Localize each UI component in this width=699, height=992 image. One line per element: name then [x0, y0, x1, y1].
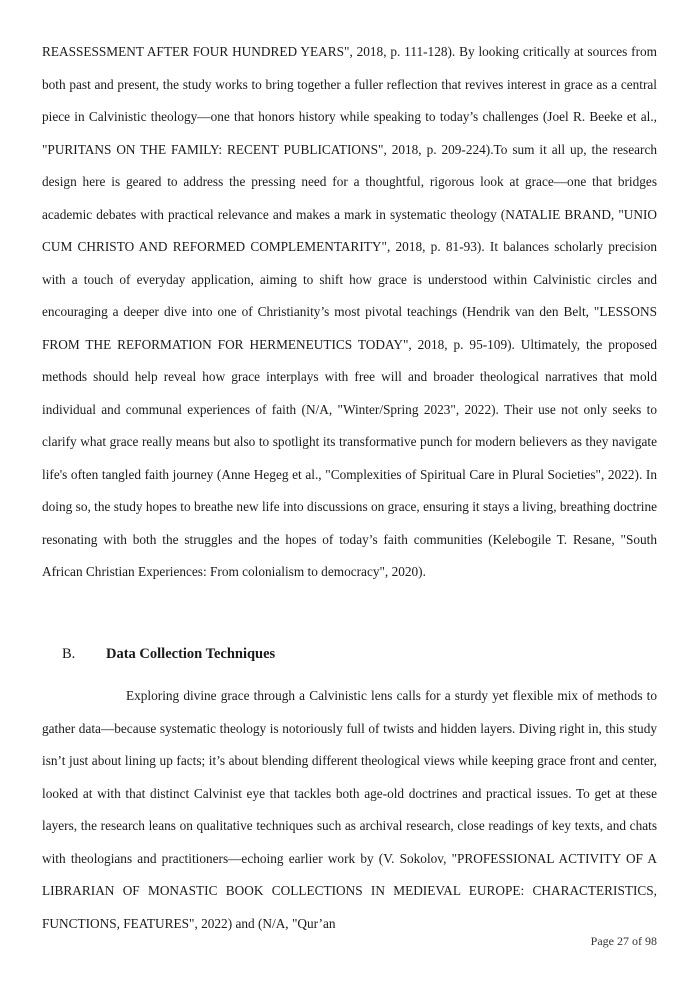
section-heading — [62, 641, 275, 667]
section-number: B. — [62, 646, 76, 662]
body-paragraph-1: REASSESSMENT AFTER FOUR HUNDRED YEARS", 2018, p. 111-128). By looking critically at sources from both past and present, the study works to bring together a fuller reflection that revives interest in grace as a central piece in Calvinistic theology—one that honors history while speaking to today’s challenges (Joel R. Beeke et al., "PURITANS ON THE FAMILY: RECENT PUBLICATIONS", 2018, p. 209-224).To sum it all up, the research design here is geared to address the pressing need for a thoughtful, rigorous look at grace—one that bridges academic debates with practical relevance and makes a mark in systematic theology (NATALIE BRAND, "UNIO CUM CHRISTO AND REFORMED COMPLEMENTARITY", 2018, p. 81-93). It balances scholarly precision with a touch of everyday application, aiming to shift how grace is understood within Calvinistic circles and encouraging a deeper dive into one of Christianity’s most pivotal teachings (Hendrik van den Belt, "LESSONS FROM THE REFORMATION FOR HERMENEUTICS TODAY", 2018, p. 95-109). Ultimately, the proposed methods should help reveal how grace interplays with free will and broader theological narratives that mold individual and communal experiences of faith (N/A, "Winter/Spring 2023", 2022). Their use not only seeks to clarify what grace really means but also to spotlight its transformative punch for modern believers as they navigate life's often tangled faith journey (Anne Hegeg et al., "Complexities of Spiritual Care in Plural Societies", 2022). In doing so, the study hopes to breathe new life into discussions on grace, ensuring it stays a living, breathing doctrine resonating with both the struggles and the hopes of today’s faith communities (Kelebogile T. Resane, "South African Christian Experiences: From colonialism to democracy", 2020). — [42, 44, 657, 579]
page-number: Page 27 of 98 — [590, 934, 657, 948]
section-title: Data Collection Techniques — [106, 646, 276, 662]
body-paragraph-2: Exploring divine grace through a Calvinistic lens calls for a sturdy yet flexible mix of methods to gather data—because systematic theology is notoriously full of twists and hidden layers. Diving right in, this study isn’t just about lining up facts; it’s about blending different theological views while keeping grace front and center, looked at with that distinct Calvinist eye that tackles both age-old doctrines and practical issues. To get at these layers, the research leans on qualitative techniques such as archival research, close readings of key texts, and chats with theologians and practitioners—echoing earlier work by (V. Sokolov, "PROFESSIONAL ACTIVITY OF A LIBRARIAN OF MONASTIC BOOK COLLECTIONS IN MEDIEVAL EUROPE: CHARACTERISTICS, FUNCTIONS, FEATURES", 2022) and (N/A, "Qur’an — [42, 688, 657, 931]
